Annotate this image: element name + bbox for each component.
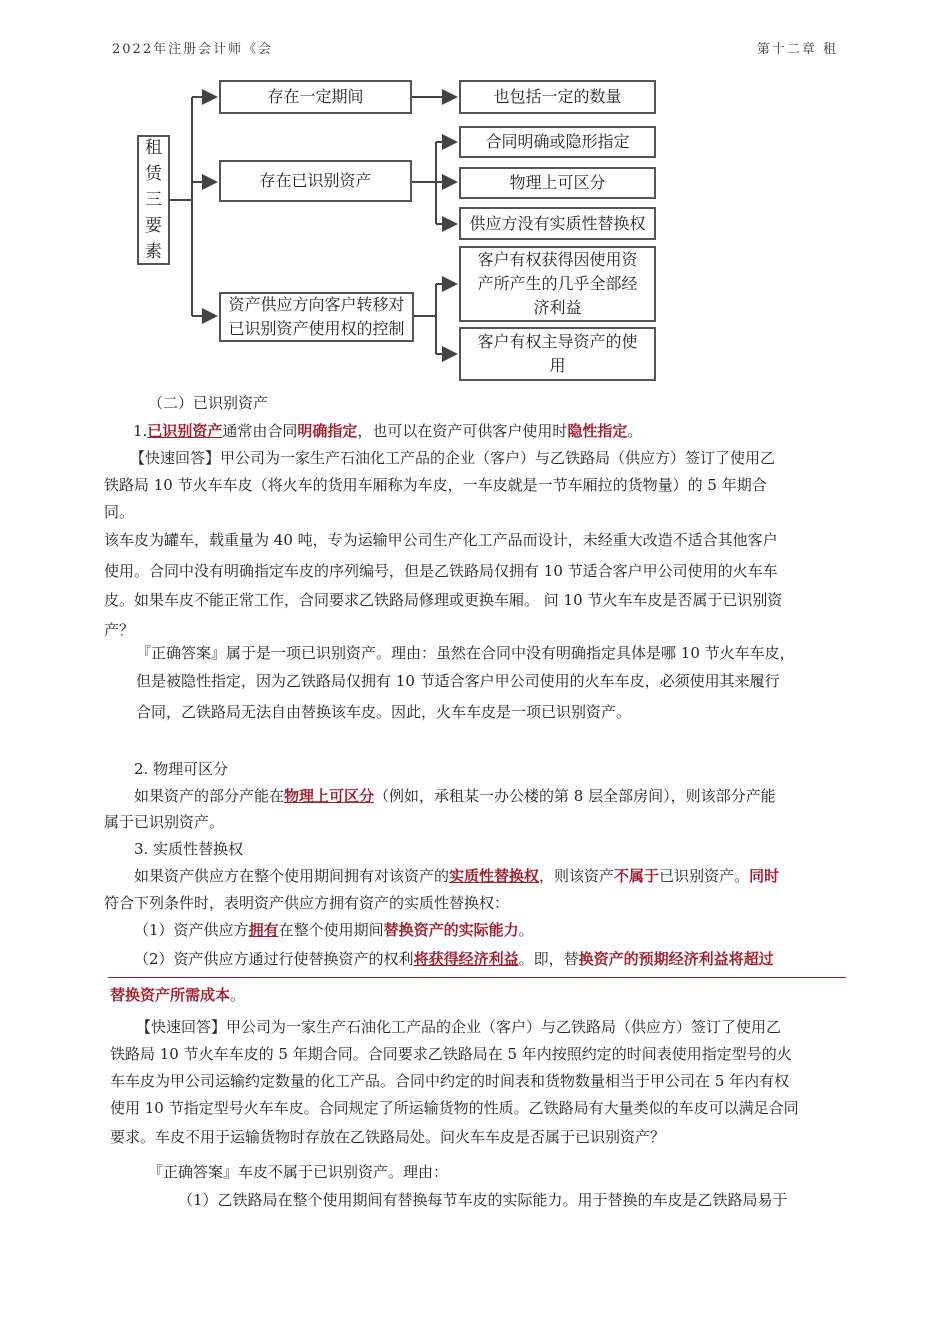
q2-line: 铁路局 10 节火车车皮的 5 年期合同。合同要求乙铁路局在 5 年内按照约定的时间表使用指定型号的火 (110, 1045, 792, 1063)
root-char: 要 (145, 216, 162, 236)
level2-box-substitution: 供应方没有实质性替换权 (459, 207, 656, 240)
root-char: 赁 (145, 164, 162, 184)
level1-box-period: 存在一定期间 (219, 80, 412, 114)
para-identified-asset: 1.已识别资产通常由合同明确指定，也可以在资产可供客户使用时隐性指定。 (133, 422, 643, 440)
a1-line: 合同，乙铁路局无法自由替换该车皮。因此，火车车皮是一项已识别资产。 (136, 703, 632, 721)
q2-line: 使用 10 节指定型号火车车皮。合同规定了所运输货物的性质。乙铁路局有大量类似的车皮可以满足合同 (110, 1099, 799, 1117)
q1-line: 产？ (104, 621, 135, 639)
q1-line: 使用。合同中没有明确指定车皮的序列编号，但是乙铁路局仅拥有 10 节适合客户甲公司使用的火车车 (104, 562, 778, 580)
q1-line: 【快速回答】甲公司为一家生产石油化工产品的企业（客户）与乙铁路局（供应方）签订了使用乙 (130, 449, 776, 467)
level2-box-benefits: 客户有权获得因使用资产所产生的几乎全部经济利益 (459, 246, 656, 322)
para-physical: 如果资产的部分产能在物理上可区分（例如，承租某一办公楼的第 8 层全部房间），则该部分产能 (134, 787, 776, 805)
level2-box-direct-use: 客户有权主导资产的使用 (459, 327, 656, 381)
root-char: 素 (145, 242, 162, 262)
a1-line: 『正确答案』属于是一项已识别资产。理由：虽然在合同中没有明确指定具体是哪 10 节火车车皮， (136, 644, 795, 662)
q1-line: 同。 (104, 503, 135, 521)
q2-line: 要求。车皮不用于运输货物时存放在乙铁路局处。问火车车皮是否属于已识别资产？ (110, 1128, 666, 1146)
condition-2: （2）资产供应方通过行使替换资产的权利将获得经济利益。即，替换资产的预期经济利益将超过 (134, 950, 774, 968)
red-divider (108, 977, 846, 978)
q2-line: 车车皮为甲公司运输约定数量的化工产品。合同中约定的时间表和货物数量相当于甲公司在 5 年内有权 (110, 1072, 790, 1090)
level2-box-specified: 合同明确或隐形指定 (459, 126, 656, 158)
level2-box-quantity: 也包括一定的数量 (459, 80, 656, 114)
para-substitution-cont: 符合下列条件时，表明资产供应方拥有资产的实质性替换权： (104, 894, 510, 912)
a1-line: 但是被隐性指定，因为乙铁路局仅拥有 10 节适合客户甲公司使用的火车车皮，必须使用其来履行 (136, 672, 780, 690)
root-char: 三 (145, 190, 162, 210)
diagram-root-box (137, 135, 170, 265)
q1-line: 铁路局 10 节火车车皮（将火车的货用车厢称为车皮，一车皮就是一节车厢拉的货物量）的 5 年期合 (104, 476, 767, 494)
section-title: （二）已识别资产 (148, 394, 269, 412)
root-char: 租 (145, 138, 162, 158)
q2-line: 【快速回答】甲公司为一家生产石油化工产品的企业（客户）与乙铁路局（供应方）签订了使用乙 (136, 1018, 782, 1036)
subsection-physical-title: 2. 物理可区分 (134, 760, 229, 778)
level1-box-control: 资产供应方向客户转移对已识别资产使用权的控制 (219, 292, 414, 342)
para-physical-cont: 属于已识别资产。 (104, 813, 225, 831)
a2-line: 『正确答案』车皮不属于已识别资产。理由： (148, 1163, 449, 1181)
a2-line: （1）乙铁路局在整个使用期间有替换每节车皮的实际能力。用于替换的车皮是乙铁路局易于 (178, 1191, 788, 1209)
condition-2-cont: 替换资产所需成本。 (110, 986, 246, 1004)
header-right: 第十二章 租 (756, 42, 838, 57)
level1-box-identified: 存在已识别资产 (219, 160, 412, 202)
para-substitution: 如果资产供应方在整个使用期间拥有对该资产的实质性替换权，则该资产不属于已识别资产。同时 (134, 867, 780, 885)
condition-1: （1）资产供应方拥有在整个使用期间替换资产的实际能力。 (134, 921, 534, 939)
q1-line: 该车皮为罐车，载重量为 40 吨，专为运输甲公司生产化工产品而设计，未经重大改造不适合其他客户 (104, 531, 778, 549)
header-left: 2022年注册会计师《会 (112, 42, 274, 57)
subsection-substitution-title: 3. 实质性替换权 (134, 840, 244, 858)
level2-box-distinct: 物理上可区分 (459, 167, 656, 199)
q1-line: 皮。如果车皮不能正常工作，合同要求乙铁路局修理或更换车厢。 问 10 节火车车皮是否属于已识别资 (104, 591, 783, 609)
